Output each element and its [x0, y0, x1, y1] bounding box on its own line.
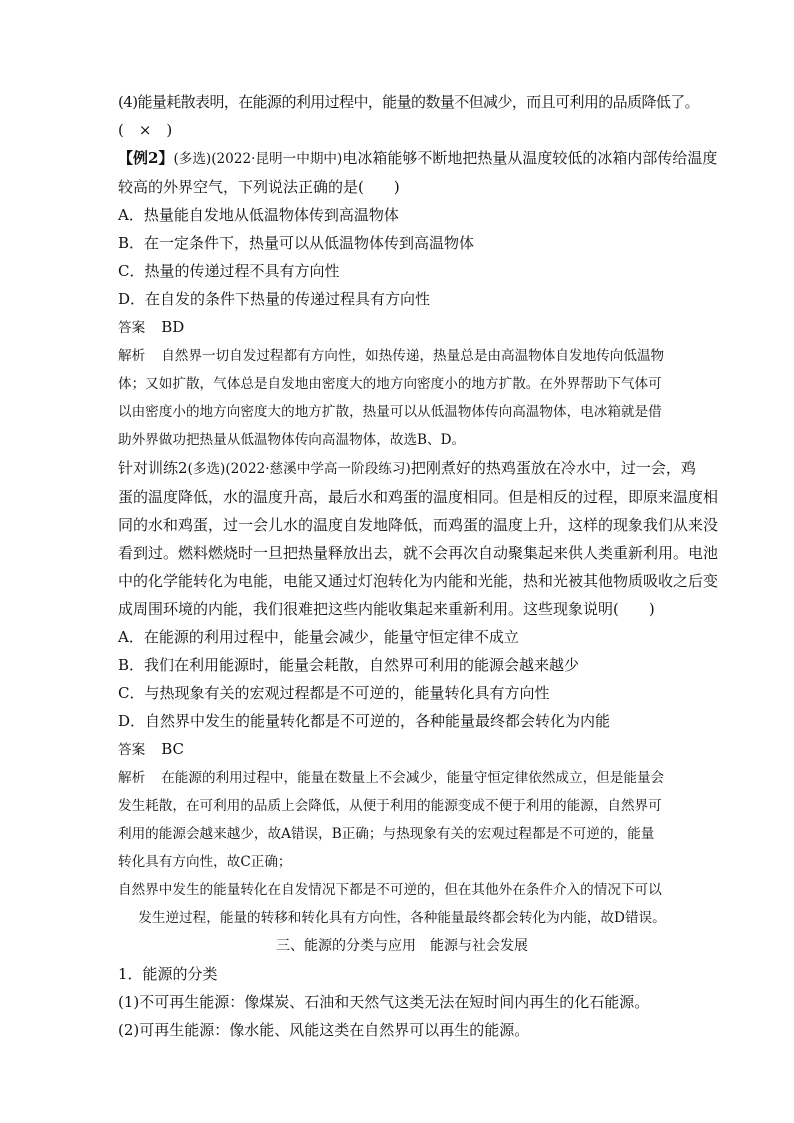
- explanation-line: 发生逆过程，能量的转移和转化具有方向性，各种能量最终都会转化为内能，故D错误。: [138, 910, 666, 926]
- explanation-line: [118, 342, 686, 370]
- statement-4-mark: ( × ): [118, 121, 173, 139]
- section-3-item-1: 1．能源的分类: [118, 965, 218, 983]
- section-3-sub-2: (2)可再生能源：像水能、风能这类在自然界可以再生的能源。: [118, 1021, 530, 1039]
- example-2-option-d: D．在自发的条件下热量的传递过程具有方向性: [118, 290, 431, 308]
- training-2-stem-line: 成周围环境的内能，我们很难把这些内能收集起来重新利用。这些现象说明( ): [118, 600, 655, 618]
- training-2-answer: [118, 735, 686, 764]
- training-2-option-a: A．在能源的利用过程中，能量会减少，能量守恒定律不成立: [118, 628, 519, 646]
- example-2-stem-line-2: 较高的外界空气，下列说法正确的是( ): [118, 178, 400, 196]
- training-2-label: 针对训练2: [118, 459, 188, 477]
- explanation-line: 利用的能源会越来越少，故A错误，B正确；与热现象有关的宏观过程都是不可逆的，能量: [118, 826, 655, 842]
- training-2-option-c: C．与热现象有关的宏观过程都是不可逆的，能量转化具有方向性: [118, 684, 550, 702]
- explanation-line: 转化具有方向性，故C正确；: [118, 854, 292, 870]
- training-2-option-b: B．我们在利用能源时，能量会耗散，自然界可利用的能源会越来越少: [118, 656, 580, 674]
- example-2-option-c: C．热量的传递过程不具有方向性: [118, 262, 340, 280]
- example-2-option-a: A．热量能自发地从低温物体传到高温物体: [118, 206, 399, 224]
- answer-label: 答案: [118, 320, 146, 336]
- explanation-line: 以由密度小的地方向密度大的地方扩散，热量可以从低温物体传向高温物体，电冰箱就是借: [118, 404, 662, 420]
- training-2-tag: (多选)(2022·慈溪中学高一阶段练习): [187, 461, 411, 477]
- explanation-text: 自然界一切自发过程都有方向性，如热传递，热量总是由高温物体自发地传向低温物: [161, 348, 665, 364]
- example-2-answer: [118, 313, 686, 342]
- example-2-explanation: [118, 342, 686, 454]
- example-2-stem-text: 电冰箱能够不断地把热量从温度较低的冰箱内部传给温度: [342, 149, 718, 167]
- training-2-stem-line: 蛋的温度降低，水的温度升高，最后水和鸡蛋的温度相同。但是相反的过程，即原来温度相: [118, 488, 719, 506]
- example-2-label: 【例2】: [118, 149, 174, 167]
- answer-label: 答案: [118, 742, 146, 758]
- explanation-line: 自然界中发生的能量转化在自发情况下都是不可逆的，但在其他外在条件介入的情况下可以: [118, 882, 662, 898]
- example-2-stem-line-1: [118, 144, 718, 173]
- training-2-option-d: D．自然界中发生的能量转化都是不可逆的，各种能量最终都会转化为内能: [118, 712, 611, 730]
- training-2-stem-text: 把刚煮好的热鸡蛋放在冷水中，过一会，鸡: [410, 459, 696, 477]
- explanation-line: 助外界做功把热量从低温物体传向高温物体，故选B、D。: [118, 432, 466, 448]
- training-2-explanation: [118, 764, 686, 932]
- answer-value: BC: [161, 740, 184, 758]
- section-3-sub-1: (1)不可再生能源：像煤炭、石油和天然气这类无法在短时间内再生的化石能源。: [118, 993, 650, 1011]
- section-3-title: 三、能源的分类与应用 能源与社会发展: [276, 938, 528, 954]
- explanation-text: 在能源的利用过程中，能量在数量上不会减少，能量守恒定律依然成立，但是能量会: [161, 770, 665, 786]
- training-2-stem-line: 中的化学能转化为电能，电能又通过灯泡转化为内能和光能，热和光被其他物质吸收之后变: [118, 572, 719, 590]
- explanation-label: 解析: [118, 770, 146, 786]
- statement-4: (4)能量耗散表明，在能源的利用过程中，能量的数量不但减少，而且可利用的品质降低了。: [118, 93, 700, 111]
- document-page: [118, 88, 719, 1044]
- training-2-stem-line: 看到过。燃料燃烧时一旦把热量释放出去，就不会再次自动聚集起来供人类重新利用。电池: [118, 544, 719, 562]
- training-2-stem-line-1: [118, 454, 696, 483]
- explanation-line: [118, 764, 686, 792]
- example-2-tag: (多选)(2022·昆明一中期中): [173, 151, 343, 167]
- answer-value: BD: [161, 318, 185, 336]
- explanation-line: 发生耗散，在可利用的品质上会降低，从便于利用的能源变成不便于利用的能源，自然界可: [118, 798, 662, 814]
- explanation-label: 解析: [118, 348, 146, 364]
- explanation-line: 体；又如扩散，气体总是自发地由密度大的地方向密度小的地方扩散。在外界帮助下气体可: [118, 376, 662, 392]
- example-2-option-b: B．在一定条件下，热量可以从低温物体传到高温物体: [118, 234, 475, 252]
- training-2-stem-line: 同的水和鸡蛋，过一会儿水的温度自发地降低，而鸡蛋的温度上升，这样的现象我们从来没: [118, 516, 719, 534]
